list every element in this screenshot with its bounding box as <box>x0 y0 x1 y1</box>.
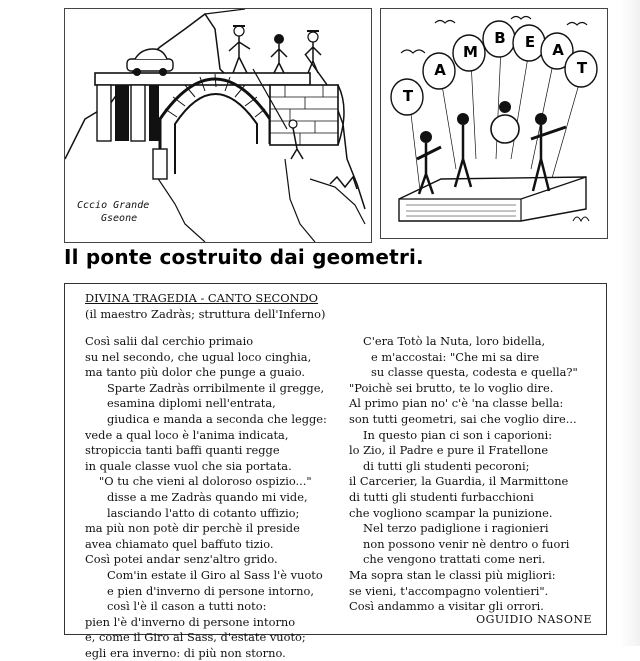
poem-line: in quale classe vuol che sia portata. <box>85 458 292 473</box>
poem-line: "Poichè sei brutto, te lo voglio dire. <box>349 380 554 395</box>
poem-line: Così andammo a visitar gli orrori. <box>349 599 544 614</box>
poem-line: e, come il Giro al Sass, d'estate vuoto; <box>85 630 306 645</box>
page-edge-shadow <box>620 0 640 646</box>
poem-line: il Carcerier, la Guardia, il Marmittone <box>349 474 569 489</box>
poem-line: così l'è il cason a tutti noto: <box>107 599 267 614</box>
cartoon-caption: Il ponte costruito dai geometri. <box>64 245 424 269</box>
poem-line: su nel secondo, che ugual loco cinghia, <box>85 349 312 364</box>
poem-line: son tutti geometri, sai che voglio dire... <box>349 411 577 426</box>
poem-line: C'era Totò la Nuta, loro bidella, <box>363 334 546 348</box>
signature-line-2: Gseone <box>101 213 138 224</box>
poem-author: OGUIDIO NASONE <box>476 613 592 626</box>
poem-line: su classe questa, codesta e quella?" <box>371 365 578 380</box>
balloon-letter: B <box>494 29 506 47</box>
poem-line: "O tu che vieni al doloroso ospizio..." <box>99 474 312 489</box>
balloon-letter: E <box>524 33 536 51</box>
poem-line: Com'in estate il Giro al Sass l'è vuoto <box>107 567 323 582</box>
poem-line: Sparte Zadràs orribilmente il gregge, <box>107 380 325 395</box>
poem-line: che vogliono scampar la punizione. <box>349 505 553 520</box>
poem-line: Al primo pian no' c'è 'na classe bella: <box>349 396 564 411</box>
poem-line: stropiccia tanti baffi quanti regge <box>85 443 280 458</box>
poem-line: e m'accostai: "Che mi sa dire <box>371 349 540 364</box>
poem-box <box>64 283 607 660</box>
balloon-letter: A <box>552 41 564 59</box>
bridge-cartoon <box>64 8 372 243</box>
poem-line: vede a qual loco è l'anima indicata, <box>85 427 289 442</box>
poem-line: avea chiamato quel baffuto tizio. <box>85 536 274 551</box>
balloon-letter: A <box>434 61 446 79</box>
poem-line: se vieni, t'accompagno volentieri". <box>349 583 549 598</box>
poem-line: giudica e manda a seconda che legge: <box>107 411 327 426</box>
poem-line: Ma sopra stan le classi più migliori: <box>349 567 556 582</box>
band-cartoon <box>380 8 608 239</box>
cartoon-signature <box>77 199 149 225</box>
poem-line: esamina diplomi nell'entrata, <box>107 396 276 411</box>
poem-title: DIVINA TRAGEDIA - CANTO SECONDO <box>85 291 319 305</box>
poem-line: non possono venir nè dentro o fuori <box>363 536 570 551</box>
poem-line: Nel terzo padiglione i ragionieri <box>363 521 549 536</box>
poem-line: In questo pian ci son i caporioni: <box>363 427 553 442</box>
poem-line: che vengono trattati come neri. <box>363 552 546 567</box>
signature-line-1: Cccio Grande <box>77 200 150 211</box>
poem-line: Così salii dal cerchio primaio <box>85 334 254 348</box>
poem-column-right <box>349 334 603 615</box>
poem-line: Così potei andar senz'altro grido. <box>85 552 278 567</box>
poem-line: disse a me Zadràs quando mi vide, <box>107 489 308 504</box>
poem-column-left <box>85 334 357 661</box>
balloon-letter: T <box>402 87 414 105</box>
poem-line: pien l'è d'inverno di persone intorno <box>85 614 296 629</box>
poem-line: di tutti gli studenti pecoroni; <box>363 458 530 473</box>
poem-line: ma più non potè dir perchè il preside <box>85 521 300 536</box>
poem-line: di tutti gli studenti furbacchioni <box>349 489 534 504</box>
poem-header <box>85 291 325 322</box>
poem-line: egli era inverno: di più non storno. <box>85 645 286 660</box>
poem-subtitle: (il maestro Zadràs; struttura dell'Inferno) <box>85 306 326 321</box>
balloon-letter: M <box>463 43 478 61</box>
poem-line: lo Zio, il Padre e pure il Fratellone <box>349 443 549 458</box>
poem-line: e pien d'inverno di persone intorno, <box>107 583 314 598</box>
poem-line: lasciando l'atto di cotanto uffizio; <box>107 505 300 520</box>
poem-line: ma tanto più dolor che punge a guaio. <box>85 365 306 380</box>
balloon-letter: T <box>576 59 588 77</box>
